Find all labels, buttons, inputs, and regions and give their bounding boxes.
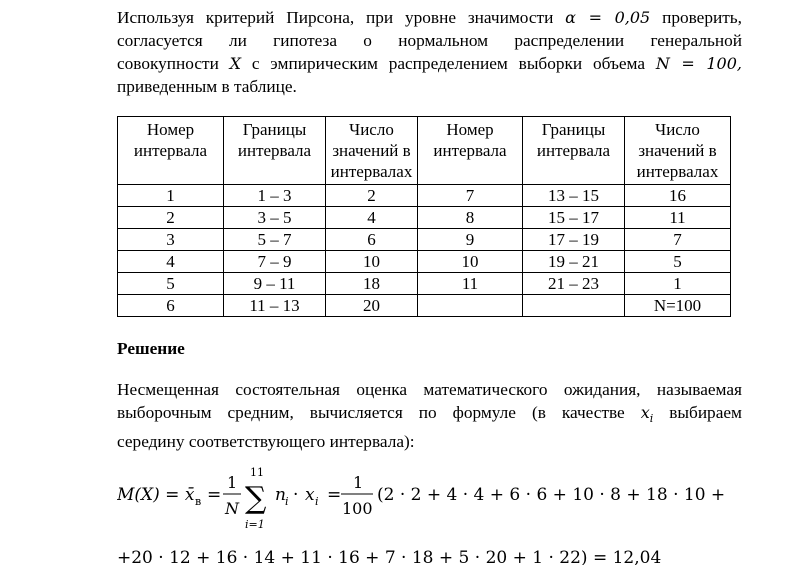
table-cell: 7	[418, 185, 523, 207]
header-cell: Границы интервала	[523, 117, 625, 185]
term-x-sub: i	[315, 495, 319, 508]
table-cell: 8	[418, 207, 523, 229]
table-cell: 15 – 17	[523, 207, 625, 229]
table-cell: 6	[326, 229, 418, 251]
table-cell: 1	[625, 273, 731, 295]
header-cell: Число значений в интервалах	[625, 117, 731, 185]
table-row	[118, 273, 731, 295]
document-page	[117, 0, 742, 565]
frac1-den: N	[225, 499, 239, 518]
table-cell	[523, 295, 625, 317]
table-cell: 11	[625, 207, 731, 229]
formula-sub-v: в	[195, 495, 202, 508]
solution-text: выбираем	[669, 403, 742, 422]
table-cell: 21 – 23	[523, 273, 625, 295]
formula-eq: =	[327, 485, 342, 505]
term-n-sub: i	[285, 495, 289, 508]
table-cell: 2	[326, 185, 418, 207]
table-cell: 9 – 11	[224, 273, 326, 295]
table-cell: 10	[326, 251, 418, 273]
table-cell: 9	[418, 229, 523, 251]
alpha-expression: α = 0,05	[565, 8, 651, 27]
frac1-num: 1	[227, 473, 238, 492]
table-cell: 3 – 5	[224, 207, 326, 229]
variable-xi	[640, 403, 654, 426]
sample-size-expression: N = 100,	[655, 54, 742, 73]
solution-line-2	[117, 401, 742, 430]
frac2-num: 1	[353, 473, 364, 492]
variable-x: X	[229, 54, 242, 73]
table-cell: 16	[625, 185, 731, 207]
table-row	[118, 207, 731, 229]
solution-line-3: середину соответствующего интервала):	[117, 432, 415, 452]
term-x: x	[305, 485, 315, 505]
table-row	[118, 185, 731, 207]
table-cell: 4	[326, 207, 418, 229]
formula-lhs: M(X) = x̄	[117, 485, 195, 505]
task-text: Используя критерий Пирсона, при уровне значимости	[117, 8, 554, 27]
table-header-row	[118, 117, 731, 185]
variable-x: x	[640, 403, 650, 422]
interval-table	[117, 116, 731, 317]
task-text: проверить,	[662, 8, 742, 27]
table-cell: 1	[118, 185, 224, 207]
task-text: с эмпирическим распределением выборки объема	[251, 54, 646, 73]
table-cell: 1 – 3	[224, 185, 326, 207]
table-cell: 13 – 15	[523, 185, 625, 207]
header-cell: Число значений в интервалах	[326, 117, 418, 185]
solution-paragraph	[117, 378, 742, 453]
table-cell: 3	[118, 229, 224, 251]
formula-eq: =	[207, 485, 222, 505]
term-n: n	[275, 485, 286, 505]
header-cell: Номер интервала	[418, 117, 523, 185]
solution-text: выборочным средним, вычисляется по формуле (в качестве	[117, 403, 625, 422]
table-cell: 5	[625, 251, 731, 273]
table-cell: 6	[118, 295, 224, 317]
table-cell: 10	[418, 251, 523, 273]
table-cell: 2	[118, 207, 224, 229]
frac2-den: 100	[342, 499, 373, 518]
table-cell: 11 – 13	[224, 295, 326, 317]
table-cell: 11	[418, 273, 523, 295]
table-row	[118, 295, 731, 317]
task-paragraph	[117, 6, 742, 98]
task-line-3	[117, 52, 742, 75]
table-cell	[418, 295, 523, 317]
table-cell: N=100	[625, 295, 731, 317]
table-cell: 19 – 21	[523, 251, 625, 273]
header-cell: Номер интервала	[118, 117, 224, 185]
mean-formula	[117, 462, 807, 532]
sum-lower: i=1	[245, 518, 265, 531]
table-cell: 5 – 7	[224, 229, 326, 251]
table-cell: 7	[625, 229, 731, 251]
solution-heading: Решение	[117, 339, 185, 358]
task-line-2: согласуется ли гипотеза о нормальном распределении генеральной	[117, 31, 742, 50]
formula-rhs-line-2: +20 · 12 + 16 · 14 + 11 · 16 + 7 · 18 + 5 · 20 + 1 · 22) = 12,04	[117, 548, 662, 565]
table-row	[118, 229, 731, 251]
header-cell: Границы интервала	[224, 117, 326, 185]
table-cell: 7 – 9	[224, 251, 326, 273]
table-cell: 5	[118, 273, 224, 295]
table-cell: 17 – 19	[523, 229, 625, 251]
table-cell: 18	[326, 273, 418, 295]
formula-rhs-line-1: (2 · 2 + 4 · 4 + 6 · 6 + 10 · 8 + 18 · 10 +	[377, 485, 726, 505]
table-row	[118, 251, 731, 273]
task-line-4: приведенным в таблице.	[117, 77, 297, 96]
sum-upper: 11	[250, 466, 264, 479]
sum-sign: ∑	[245, 481, 267, 516]
subscript-i: i	[649, 412, 654, 426]
solution-line-1: Несмещенная состоятельная оценка математического ожидания, называемая	[117, 380, 742, 399]
table-cell: 4	[118, 251, 224, 273]
task-line-1	[117, 6, 742, 29]
term-dot: ·	[293, 485, 299, 505]
table-cell: 20	[326, 295, 418, 317]
task-text: совокупности	[117, 54, 219, 73]
